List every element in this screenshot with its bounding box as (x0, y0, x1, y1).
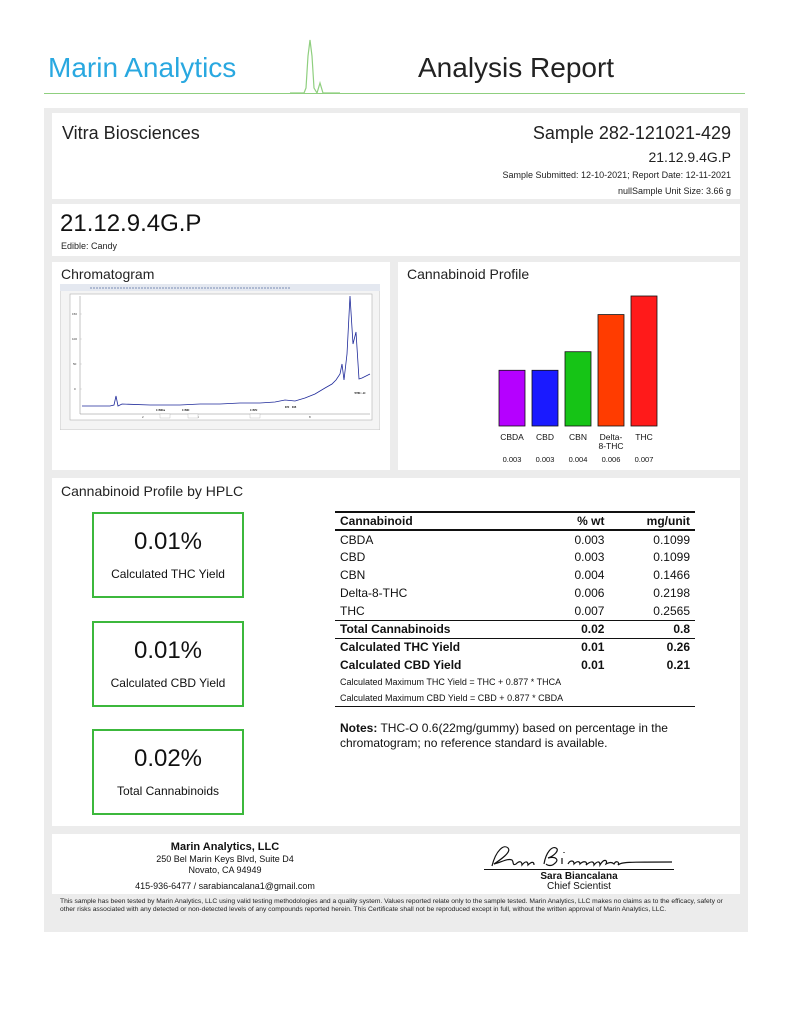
cell-name: Delta-8-THC (340, 586, 408, 600)
cell-percent: 0.007 (574, 603, 605, 618)
cannabinoid-bar-chart (398, 262, 740, 470)
table-row (335, 548, 695, 566)
sample-code: 21.12.9.4G.P (648, 149, 731, 165)
total-label: Total Cannabinoids (335, 620, 545, 638)
chromatogram-panel (52, 262, 390, 470)
lab-address-line1: 250 Bel Marin Keys Blvd, Suite D4 (156, 854, 294, 864)
cbd-yield-value: 0.01% (133, 637, 203, 664)
category-label: CBDA (500, 432, 524, 442)
svg-text:8: 8 (309, 415, 311, 419)
thc-yield-row-mg: 0.26 (666, 640, 690, 655)
category-label: CBD (536, 432, 554, 442)
signer-title: Chief Scientist (547, 881, 611, 892)
total-mg: 0.8 (609, 620, 695, 638)
value-label: 0.003 (502, 455, 522, 464)
svg-text:THC-O: THC-O (354, 391, 366, 395)
hplc-title: Cannabinoid Profile by HPLC (61, 483, 244, 499)
notes-label: Notes: (340, 721, 378, 735)
disclaimer: This sample has been tested by Marin Analytics, LLC using valid testing methodologies and a quality system. Values reported relate only to the sample tested. Marin Analytics, LLC makes no claims as to the efficacy, safety or other risks associated with any detected or non-detected levels of any compounds reported herein. This Certificate shall not be reproduced except in full, without the written approval of Marin Analytics, LLC. (60, 898, 723, 913)
cbd-yield-row-mg: 0.21 (666, 658, 690, 672)
category-label: THC (635, 432, 653, 442)
thc-yield-label: Calculated THC Yield (111, 567, 225, 581)
cell-name: CBDA (340, 532, 374, 547)
formula-cbd: Calculated Maximum CBD Yield = CBD + 0.877 * CBDA (335, 690, 695, 706)
total-cannabinoids-box (92, 729, 244, 815)
hplc-panel (52, 478, 740, 826)
category-label: CBN (569, 432, 587, 442)
table-row (335, 530, 695, 548)
sample-id: Sample 282-121021-429 (532, 123, 731, 143)
bar-thc (631, 296, 657, 426)
total-cannabinoids-label: Total Cannabinoids (116, 784, 220, 798)
col-percent-wt: % wt (545, 512, 609, 530)
report-header (0, 0, 791, 100)
footer-panel (52, 834, 740, 894)
cell-mg: 0.1466 (653, 568, 690, 582)
cell-mg: 0.1099 (653, 532, 690, 547)
cell-mg: 0.1099 (653, 550, 690, 564)
table-row (335, 602, 695, 620)
signer-name: Sara Biancalana (540, 871, 618, 882)
bar-cbn (565, 352, 591, 426)
formula-row-thc (335, 674, 695, 690)
cell-name: CBN (340, 568, 366, 582)
category-label: 8-THC (598, 441, 624, 451)
signature-image (482, 840, 672, 872)
table-row (335, 566, 695, 584)
signature-line (484, 869, 674, 870)
svg-text:150: 150 (72, 312, 78, 316)
total-percent: 0.02 (545, 620, 609, 638)
svg-text:0: 0 (74, 387, 76, 391)
header-rule (44, 93, 745, 94)
profile-title: Cannabinoid Profile (407, 266, 530, 282)
value-label: 0.007 (634, 455, 654, 464)
chromatogram-title: Chromatogram (61, 266, 155, 282)
lab-contact: 415-936-6477 / sarabiancalana1@gmail.com (135, 881, 315, 891)
brand-name: Marin Analytics (48, 52, 237, 83)
svg-text:D9: D9 (285, 405, 290, 409)
total-row (335, 620, 695, 638)
bar-cbd (532, 370, 558, 426)
report-title: Analysis Report (418, 52, 615, 83)
thc-yield-box (92, 512, 244, 598)
client-panel (52, 113, 740, 199)
product-panel (52, 204, 740, 256)
product-type: Edible: Candy (61, 241, 118, 251)
lab-address-line2: Novato, CA 94949 (188, 865, 262, 875)
sample-dates: Sample Submitted: 12-10-2021; Report Date: 12-11-2021 (502, 170, 731, 180)
cbd-yield-row (335, 656, 695, 674)
cell-percent: 0.006 (574, 586, 605, 600)
cell-percent: 0.003 (574, 532, 605, 547)
svg-text:CBD: CBD (182, 408, 190, 412)
cbd-yield-row-label: Calculated CBD Yield (340, 658, 462, 672)
cell-percent: 0.003 (574, 550, 605, 564)
formula-thc: Calculated Maximum THC Yield = THC + 0.877 * THCA (340, 677, 562, 687)
thc-yield-row (335, 638, 695, 656)
svg-text:D8: D8 (292, 405, 297, 409)
value-label: 0.004 (568, 455, 588, 464)
cbd-yield-row-percent: 0.01 (581, 658, 605, 672)
cannabinoid-profile-panel (398, 262, 740, 470)
category-label: Delta- (599, 432, 623, 442)
cell-mg: 0.2565 (653, 603, 690, 618)
chromatogram-image (60, 284, 380, 430)
value-label: 0.003 (535, 455, 555, 464)
table-row (335, 584, 695, 602)
svg-text:CBN: CBN (250, 408, 258, 412)
chromatogram-peak-logo (290, 38, 340, 94)
formula-row-cbd (335, 690, 695, 706)
cbd-yield-label: Calculated CBD Yield (110, 676, 226, 690)
client-name: Vitra Biosciences (62, 123, 200, 143)
cell-mg: 0.2198 (653, 586, 690, 600)
svg-text:50: 50 (73, 362, 77, 366)
thc-yield-value: 0.01% (133, 528, 203, 555)
cell-name: CBD (340, 550, 366, 564)
product-name: 21.12.9.4G.P (60, 210, 202, 237)
total-cannabinoids-value: 0.02% (133, 745, 203, 772)
col-cannabinoid: Cannabinoid (335, 512, 545, 530)
hplc-results-table (335, 511, 695, 707)
thc-yield-row-label: Calculated THC Yield (340, 640, 461, 655)
notes-text: THC-O 0.6(22mg/gummy) based on percentage in the chromatogram; no reference standard is available. (340, 721, 668, 750)
bar-delta-8-thc (598, 315, 624, 426)
sample-unit-size: nullSample Unit Size: 3.66 g (617, 186, 731, 196)
cbd-yield-box (92, 621, 244, 707)
svg-text:2: 2 (142, 415, 144, 419)
lab-name: Marin Analytics, LLC (170, 841, 280, 853)
bar-cbda (499, 370, 525, 426)
svg-text:CBDa: CBDa (156, 408, 166, 412)
thc-yield-row-percent: 0.01 (581, 640, 605, 655)
cell-percent: 0.004 (574, 568, 605, 582)
col-mg-unit: mg/unit (609, 512, 695, 530)
table-header-row (335, 512, 695, 530)
notes (340, 721, 700, 751)
svg-text:100: 100 (72, 337, 78, 341)
value-label: 0.006 (601, 455, 621, 464)
cell-name: THC (340, 603, 365, 618)
